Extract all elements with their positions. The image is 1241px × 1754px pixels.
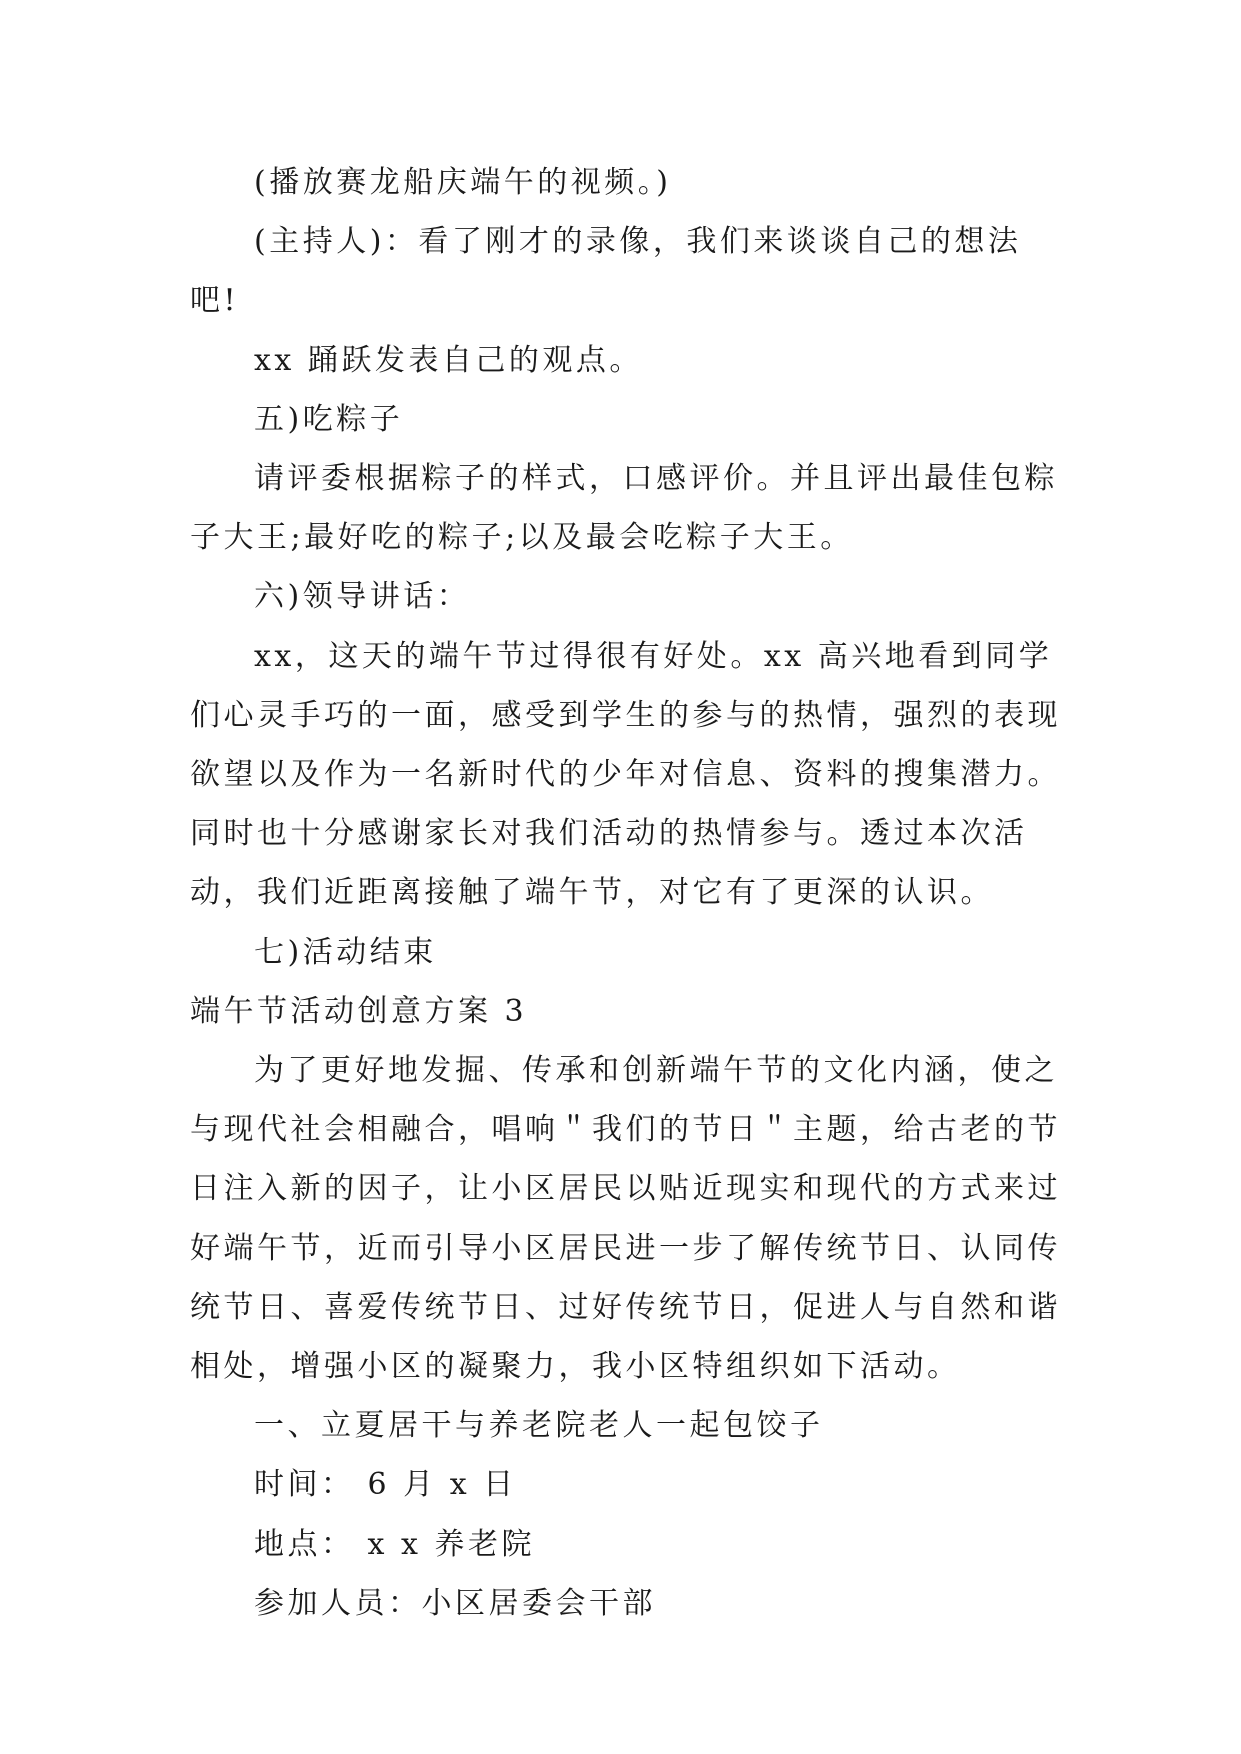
paragraph-intro: 为了更好地发掘、传承和创新端午节的文化内涵，使之与现代社会相融合，唱响＂我们的节日＂主题，给古老的节日注入新的因子，让小区居民以贴近现实和现代的方式来过好端午节，近而引导小区居民进一步了解传统节日、认同传统节日、喜爱传统节日、过好传统节日，促进人与自然和谐相处，增强小区的凝聚力，我小区特组织如下活动。 <box>190 1053 1061 1385</box>
paragraph-host: (主持人)：看了刚才的录像，我们来谈谈自己的想法吧! <box>190 224 1022 319</box>
detail-location: 地点： x x 养老院 <box>254 1526 535 1562</box>
document-body <box>190 153 1070 1633</box>
section-title: 端午节活动创意方案 3 <box>190 993 528 1029</box>
subheading-eat-zongzi: 五)吃粽子 <box>254 401 404 437</box>
paragraph-speech: xx，这天的端午节过得很有好处。xx 高兴地看到同学们心灵手巧的一面，感受到学生的参与的热情，强烈的表现欲望以及作为一名新时代的少年对信息、资料的搜集潜力。同时也十分感谢家长对我们活动的热情参与。透过本次活动，我们近距离接触了端午节，对它有了更深的认识。 <box>190 638 1061 911</box>
subheading-leader-speech: 六)领导讲话： <box>254 579 471 615</box>
paragraph-opinions: xx 踊跃发表自己的观点。 <box>254 342 643 378</box>
detail-participants: 参加人员：小区居委会干部 <box>254 1585 656 1621</box>
paragraph-video: (播放赛龙船庆端午的视频。) <box>254 165 672 200</box>
detail-time: 时间： 6 月 x 日 <box>254 1467 517 1503</box>
subheading-dumplings: 一、立夏居干与养老院老人一起包饺子 <box>254 1408 824 1444</box>
paragraph-judges: 请评委根据粽子的样式，口感评价。并且评出最佳包粽子大王;最好吃的粽子;以及最会吃粽子大王。 <box>190 461 1058 556</box>
subheading-activity-end: 七)活动结束 <box>254 934 437 970</box>
